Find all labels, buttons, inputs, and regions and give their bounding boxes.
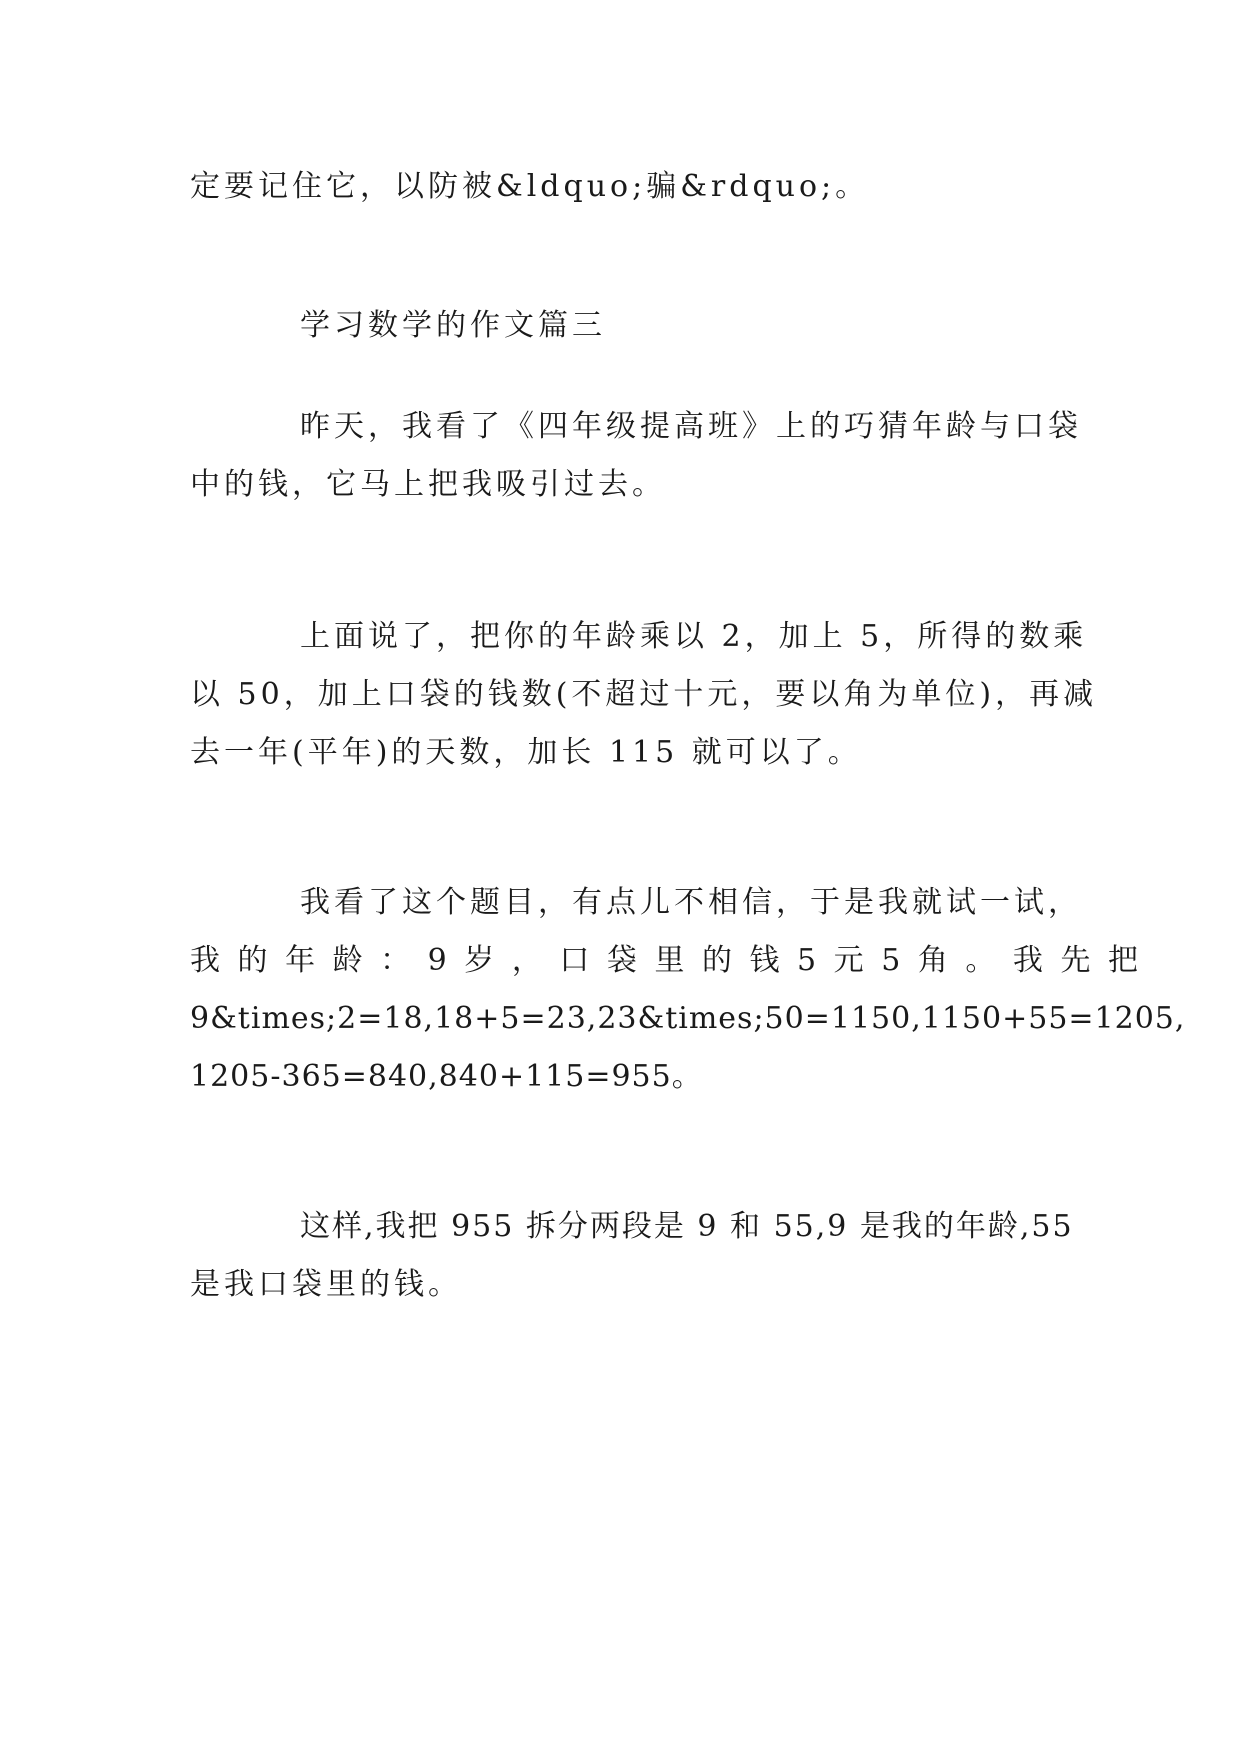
text-line: 昨天，我看了《四年级提高班》上的巧猜年龄与口袋 <box>300 409 1082 444</box>
section-heading: 学习数学的作文篇三 <box>300 308 606 343</box>
text-line: 9&times;2=18,18+5=23,23&times;50=1150,1150+55=1205, <box>190 1001 1186 1036</box>
text-line: 我看了这个题目，有点儿不相信，于是我就试一试， <box>300 885 1082 920</box>
text-line: 去一年(平年)的天数，加长 115 就可以了。 <box>190 735 862 770</box>
text-line: 以 50，加上口袋的钱数(不超过十元，要以角为单位)，再减 <box>190 677 1098 712</box>
text-line: 中的钱，它马上把我吸引过去。 <box>190 467 666 502</box>
text-line: 这样,我把 955 拆分两段是 9 和 55,9 是我的年龄,55 <box>300 1209 1074 1244</box>
text-line: 是我口袋里的钱。 <box>190 1267 462 1302</box>
text-line: 上面说了，把你的年龄乘以 2，加上 5，所得的数乘 <box>300 619 1088 654</box>
text-line: 我 的 年 龄 ： 9 岁 ， 口 袋 里 的 钱 5 元 5 角 。 我 先 把 <box>190 943 1142 978</box>
text-line: 1205-365=840,840+115=955。 <box>190 1059 703 1094</box>
text-line: 定要记住它，以防被&ldquo;骗&rdquo;。 <box>190 169 870 204</box>
